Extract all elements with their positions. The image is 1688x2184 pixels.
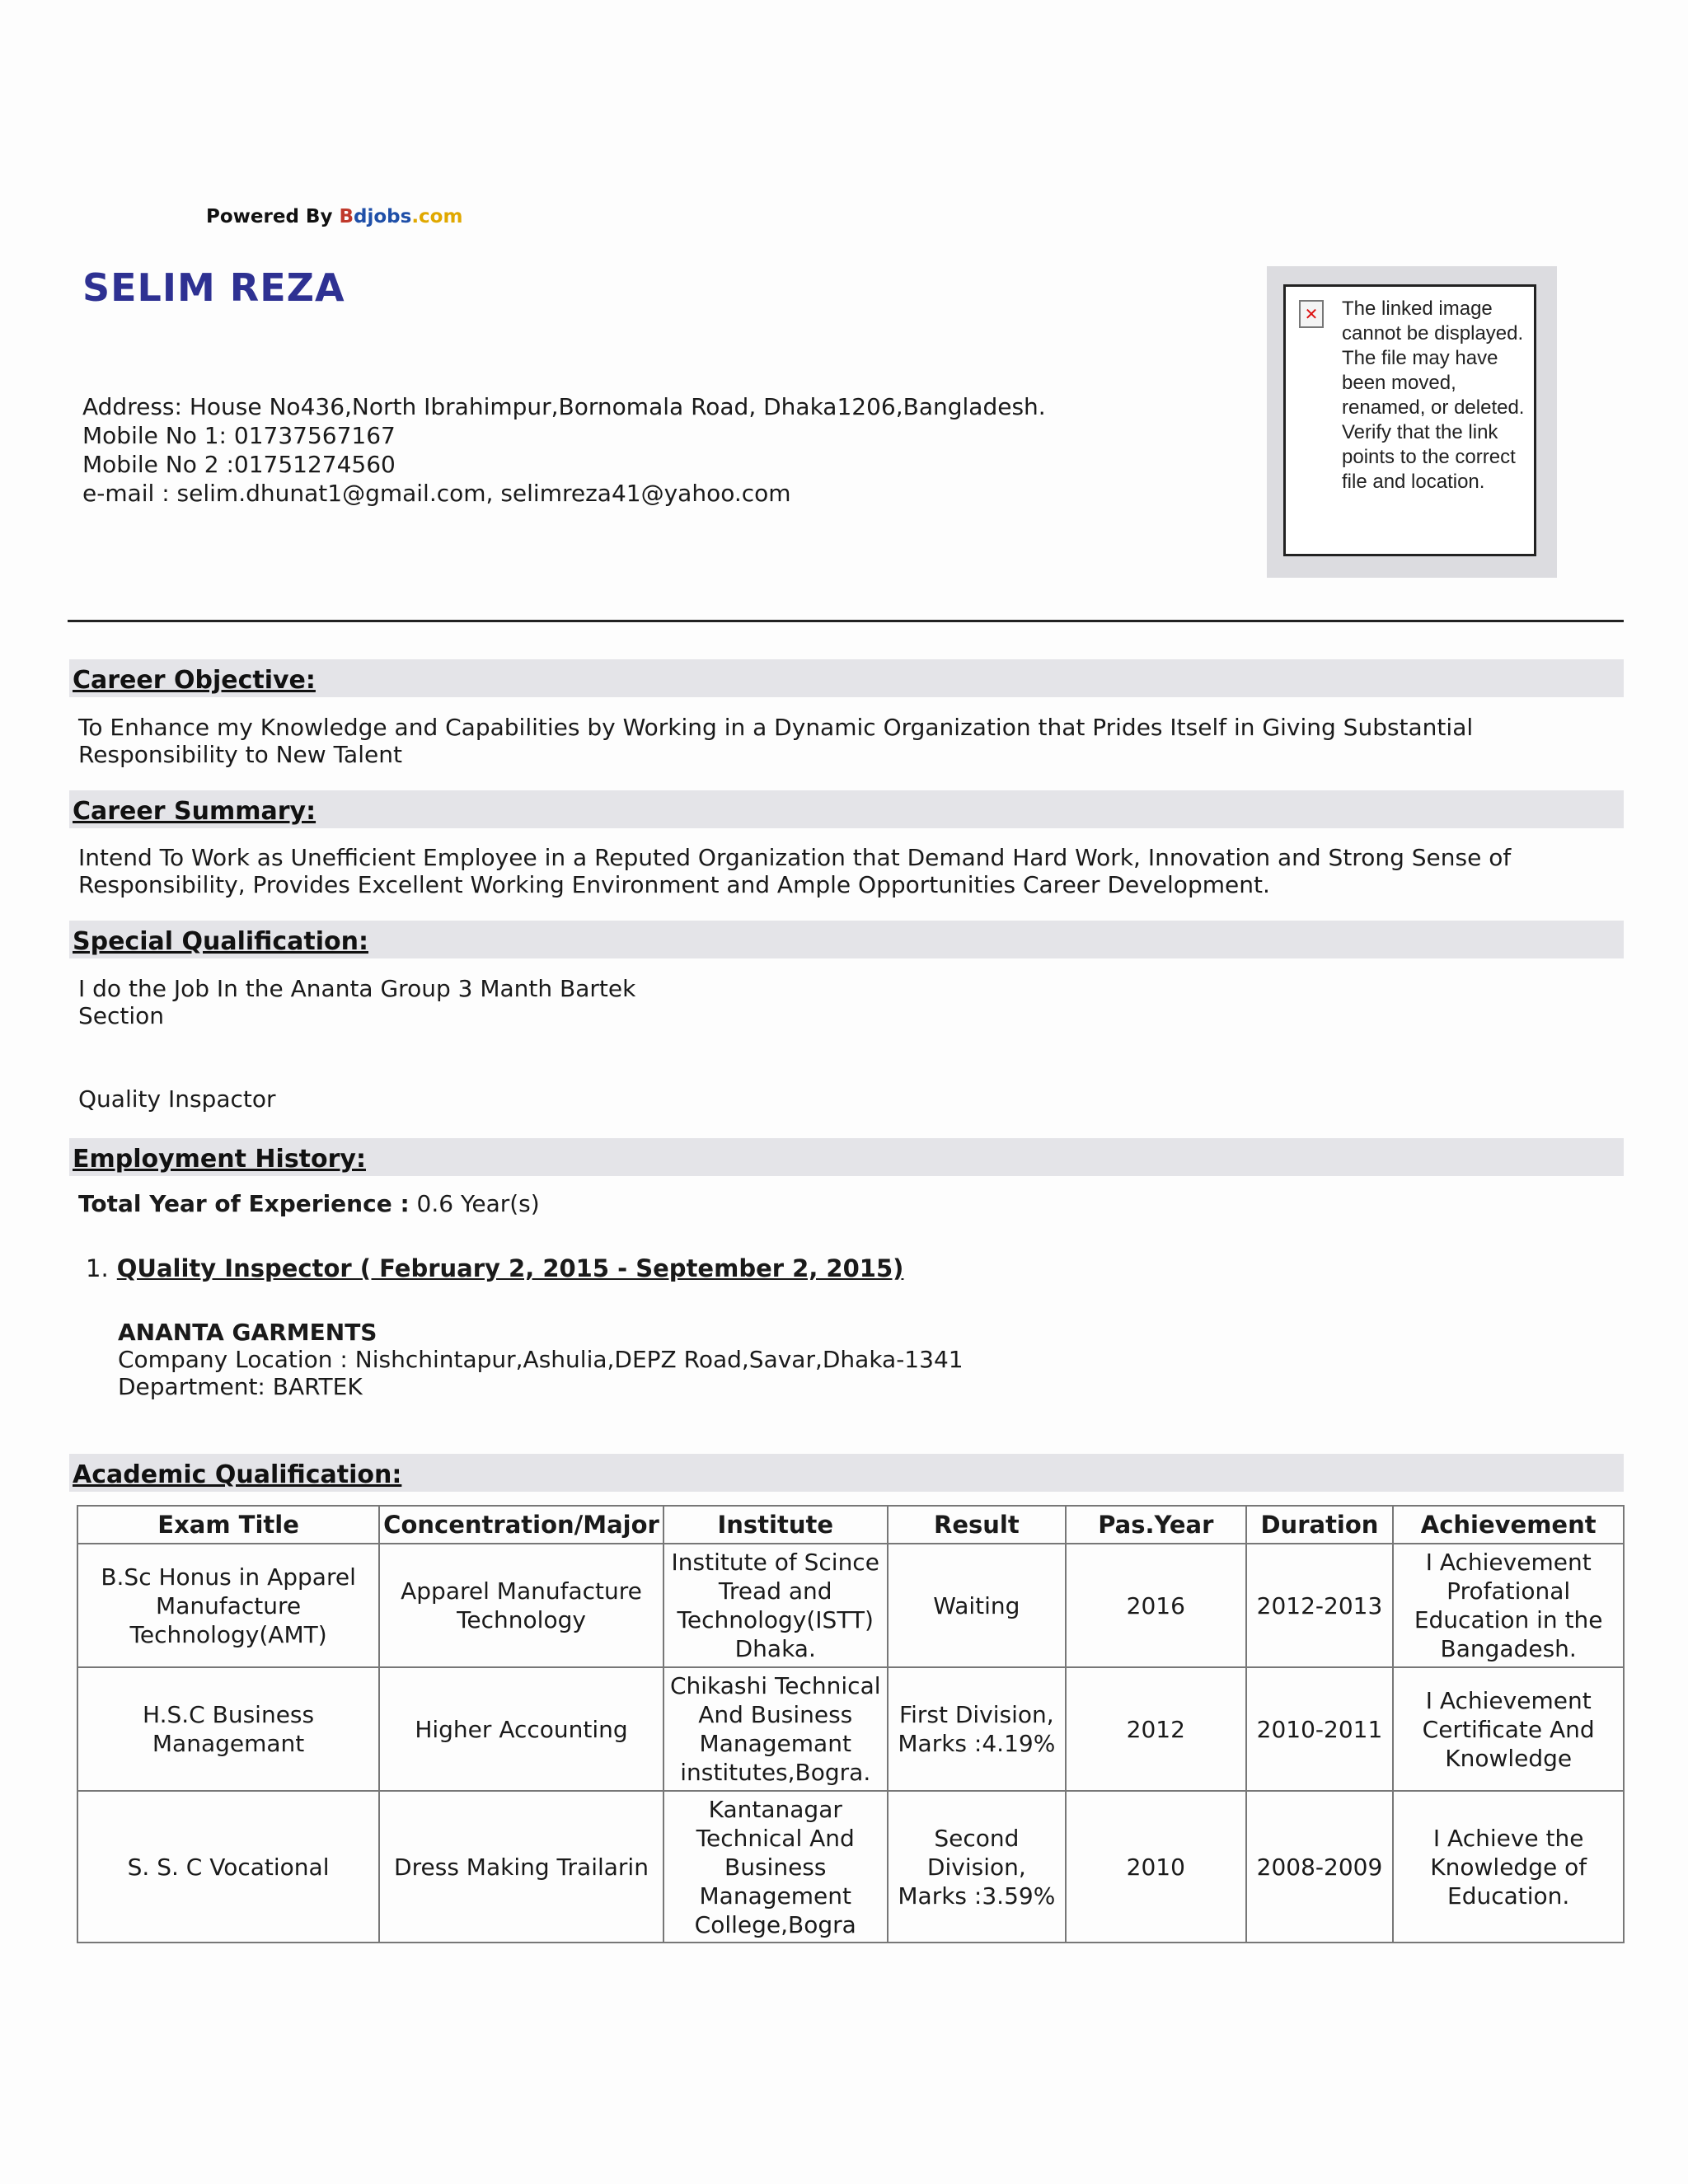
academic-table bbox=[77, 1505, 1625, 1943]
table-cell: 2012 bbox=[1066, 1667, 1246, 1791]
table-row bbox=[77, 1791, 1624, 1943]
column-header: Pas.Year bbox=[1066, 1506, 1246, 1544]
table-cell: B.Sc Honus in Apparel Manufacture Technology(AMT) bbox=[77, 1544, 379, 1667]
photo-frame bbox=[1267, 266, 1557, 578]
email: e-mail : selim.dhunat1@gmail.com, selimreza41@yahoo.com bbox=[82, 480, 791, 507]
table-cell: 2012-2013 bbox=[1246, 1544, 1394, 1667]
table-cell: I Achievement Profational Education in the Bangadesh. bbox=[1393, 1544, 1624, 1667]
table-cell: H.S.C Business Managemant bbox=[77, 1667, 379, 1791]
total-experience bbox=[78, 1190, 1611, 1217]
candidate-name: SELIM REZA bbox=[82, 265, 345, 310]
table-cell: I Achievement Certificate And Knowledge bbox=[1393, 1667, 1624, 1791]
broken-image-icon: ✕ bbox=[1299, 300, 1324, 328]
special-line: Section bbox=[78, 1002, 165, 1029]
table-cell: Kantanagar Technical And Business Management College,Bogra bbox=[663, 1791, 888, 1943]
table-cell: 2016 bbox=[1066, 1544, 1246, 1667]
table-cell: Apparel Manufacture Technology bbox=[379, 1544, 663, 1667]
employment-item bbox=[86, 1254, 903, 1282]
powered-by bbox=[206, 206, 462, 227]
table-cell: Chikashi Technical And Business Managemant institutes,Bogra. bbox=[663, 1667, 888, 1791]
divider bbox=[68, 620, 1624, 622]
table-cell: Institute of Scince Tread and Technology(ISTT) Dhaka. bbox=[663, 1544, 888, 1667]
section-heading: Academic Qualification: bbox=[73, 1460, 402, 1489]
special-line: I do the Job In the Ananta Group 3 Manth Bartek bbox=[78, 975, 636, 1002]
company-department: Department: BARTEK bbox=[118, 1373, 363, 1400]
column-header: Exam Title bbox=[77, 1506, 379, 1544]
table-cell: Dress Making Trailarin bbox=[379, 1791, 663, 1943]
company-location: Company Location : Nishchintapur,Ashulia,DEPZ Road,Savar,Dhaka-1341 bbox=[118, 1346, 964, 1373]
table-cell: Second Division, Marks :3.59% bbox=[888, 1791, 1066, 1943]
career-summary-text: Intend To Work as Unefficient Employee in a Reputed Organization that Demand Hard Work, Innovation and Strong Sense of Responsibility, Provides Excellent Working Environment and Ample Opportunities Career Development. bbox=[78, 844, 1512, 898]
employment-title[interactable]: QUality Inspector ( February 2, 2015 - September 2, 2015) bbox=[116, 1254, 904, 1282]
column-header: Result bbox=[888, 1506, 1066, 1544]
section-career-summary bbox=[69, 790, 1624, 828]
powered-by-label: Powered By bbox=[206, 206, 333, 227]
table-row bbox=[77, 1667, 1624, 1791]
section-heading: Special Qualification: bbox=[73, 927, 368, 956]
table-cell: Higher Accounting bbox=[379, 1667, 663, 1791]
special-qualification-text bbox=[78, 975, 1611, 1113]
broken-image-placeholder bbox=[1283, 284, 1536, 556]
contact-block bbox=[82, 392, 1046, 508]
section-heading: Employment History: bbox=[73, 1145, 366, 1174]
total-experience-label: Total Year of Experience : bbox=[78, 1190, 410, 1217]
company-block bbox=[118, 1319, 964, 1400]
section-employment-history bbox=[69, 1138, 1624, 1176]
company-name: ANANTA GARMENTS bbox=[118, 1319, 377, 1346]
employment-number: 1. bbox=[86, 1254, 109, 1282]
total-experience-value: 0.6 Year(s) bbox=[409, 1190, 540, 1217]
broken-image-text: The linked image cannot be displayed. The file may have been moved, renamed, or deleted. Verify that the link points to the correct file and location. bbox=[1342, 298, 1525, 493]
table-cell: 2010-2011 bbox=[1246, 1667, 1394, 1791]
column-header: Institute bbox=[663, 1506, 888, 1544]
table-header-row bbox=[77, 1506, 1624, 1544]
section-academic-qualification bbox=[69, 1454, 1624, 1492]
section-heading: Career Summary: bbox=[73, 797, 316, 826]
table-cell: First Division, Marks :4.19% bbox=[888, 1667, 1066, 1791]
table-cell: 2010 bbox=[1066, 1791, 1246, 1943]
table-cell: S. S. C Vocational bbox=[77, 1791, 379, 1943]
mobile-1: Mobile No 1: 01737567167 bbox=[82, 422, 396, 449]
bdjobs-logo[interactable]: Bdjobs.com bbox=[339, 206, 463, 227]
table-cell: I Achieve the Knowledge of Education. bbox=[1393, 1791, 1624, 1943]
career-objective-text: To Enhance my Knowledge and Capabilities by Working in a Dynamic Organization that Prides Itself in Giving Substantial Responsibility to New Talent bbox=[78, 714, 1474, 768]
table-row bbox=[77, 1544, 1624, 1667]
section-career-objective bbox=[69, 659, 1624, 697]
section-special-qualification bbox=[69, 921, 1624, 958]
special-line: Quality Inspactor bbox=[78, 1085, 276, 1113]
address: Address: House No436,North Ibrahimpur,Bornomala Road, Dhaka1206,Bangladesh. bbox=[82, 393, 1046, 420]
column-header: Duration bbox=[1246, 1506, 1394, 1544]
column-header: Achievement bbox=[1393, 1506, 1624, 1544]
table-cell: Waiting bbox=[888, 1544, 1066, 1667]
mobile-2: Mobile No 2 :01751274560 bbox=[82, 451, 396, 478]
section-heading: Career Objective: bbox=[73, 666, 316, 695]
column-header: Concentration/Major bbox=[379, 1506, 663, 1544]
table-cell: 2008-2009 bbox=[1246, 1791, 1394, 1943]
